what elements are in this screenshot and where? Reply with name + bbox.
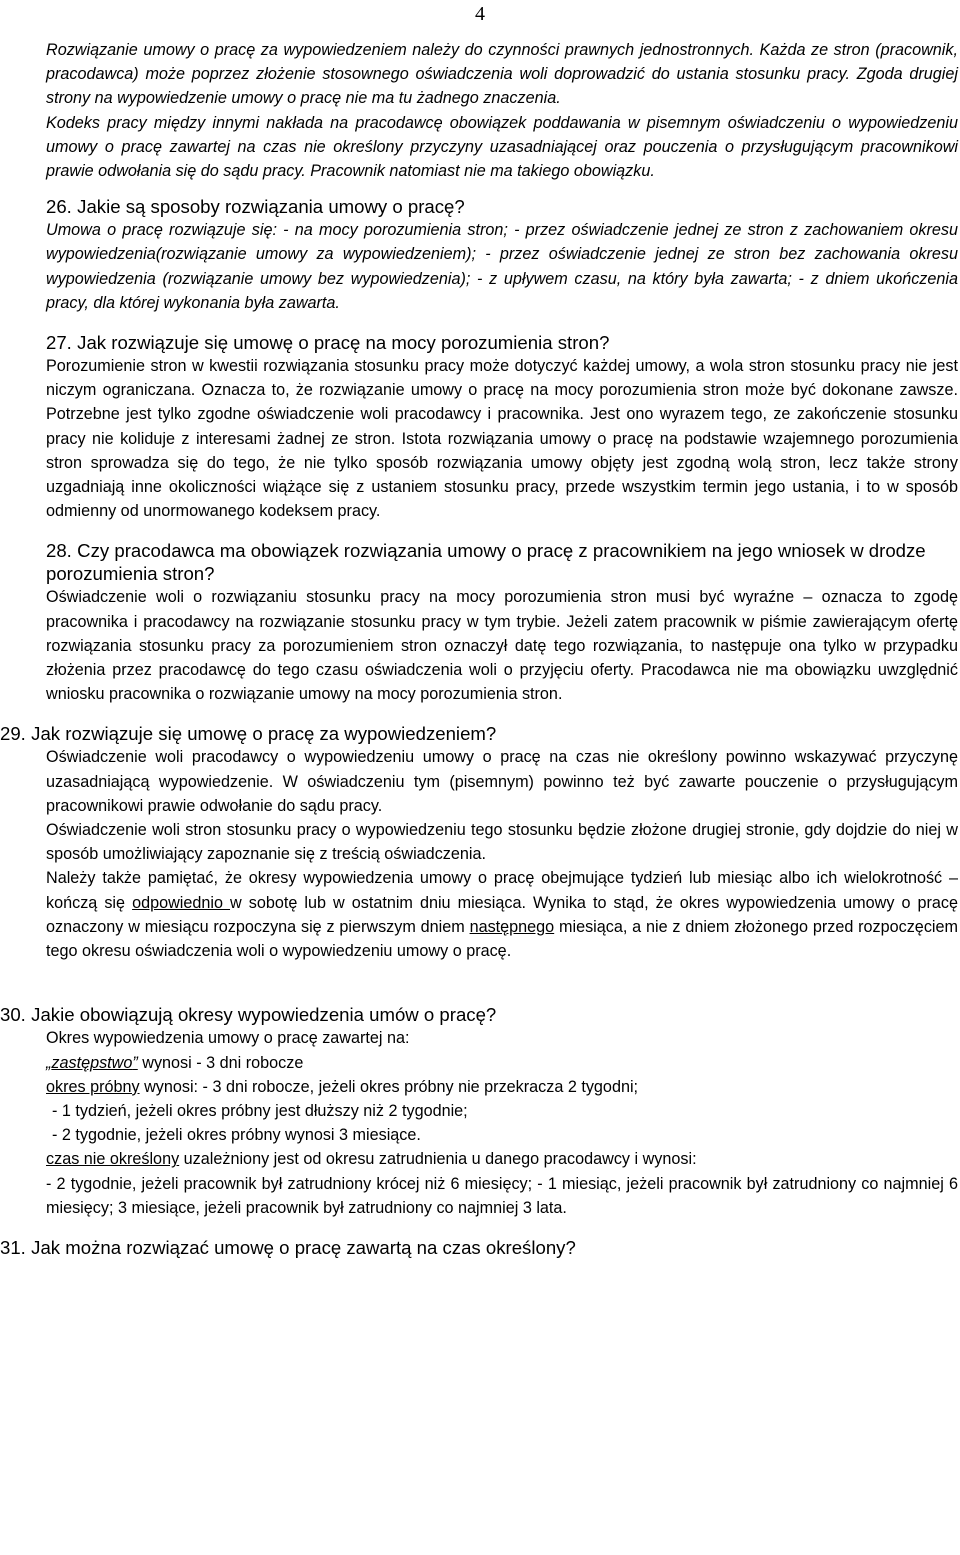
question-text: Jak można rozwiązać umowę o pracę zawartą na czas określony? <box>31 1236 576 1258</box>
term-rest: uzależniony jest od okresu zatrudnienia u danego pracodawcy i wynosi: <box>179 1150 697 1169</box>
question-number: 26. <box>46 196 72 218</box>
question-26 <box>46 195 958 218</box>
document-body <box>0 38 959 1259</box>
question-28 <box>46 539 958 585</box>
notice-periods-intro: Okres wypowiedzenia umowy o pracę zawartej na: <box>46 1029 410 1048</box>
underlined-term: następnego <box>469 917 555 936</box>
question-number: 31. <box>0 1236 26 1258</box>
notice-probny-line-3: - 2 tygodnie, jeżeli okres próbny wynosi 3 miesiące. <box>52 1126 421 1145</box>
answer-26: Umowa o pracę rozwiązuje się: - na mocy porozumienia stron; - przez oświadczenie jednej ze stron z zachowaniem okresu wypowiedzenia(rozwiązanie umowy za wypowiedzeniem); - przez oświadczenie jednej ze stron bez zachowania okresu wypowiedzenia (rozwiązanie umowy bez wypowiedzenia); - z upływem czasu, na który była zawarta; - z dniem ukończenia pracy, dla której wykonania była zawarta. <box>46 221 958 312</box>
answer-29-part-2: Oświadczenie woli stron stosunku pracy o wypowiedzeniu tego stosunku będzie złożone drugiej stronie, gdy dojdzie do niej w sposób umożliwiający zapoznanie się z treścią oświadczenia. <box>46 821 958 864</box>
quote-mark: „ <box>46 1053 52 1072</box>
question-27 <box>46 331 958 354</box>
intro-paragraph-2: Kodeks pracy między innymi nakłada na pracodawcę obowiązek poddawania w pisemnym oświadczeniu o wypowiedzeniu umowy o pracę zawartej na czas nie określony przyczyny uzasadniającej oraz pouczenia o przysługującym pracownikowi prawie odwołania się do sądu pracy. Pracownik natomiast nie ma takiego obowiązku. <box>46 113 958 181</box>
notice-zastepstwo <box>46 1051 958 1075</box>
term-rest: wynosi: - 3 dni robocze, jeżeli okres próbny nie przekracza 2 tygodni; <box>139 1077 639 1096</box>
underlined-term: okres próbny <box>46 1077 140 1096</box>
answer-text: Należy także pamiętać, że okresy wypowiedzenia umowy o pracę obejmujące tydzień lub miesiąc albo ich wielokrotność – kończą się <box>46 869 958 912</box>
notice-nieokreslony-detail: - 2 tygodnie, jeżeli pracownik był zatrudniony krócej niż 6 miesięcy; - 1 miesiąc, jeżeli pracownik był zatrudniony co najmniej 6 miesięcy; 3 miesiące, jeżeli pracownik był zatrudniony co najmniej 3 lata. <box>46 1174 958 1217</box>
answer-27: Porozumienie stron w kwestii rozwiązania stosunku pracy może dotyczyć każdej umowy, a wola stron stosunku pracy nie jest niczym ograniczana. Oznacza to, że rozwiązanie umowy o pracę na mocy porozumienia stron może być dokonane zawsze. Potrzebne jest tylko zgodne oświadczenie woli pracodawcy i pracownika. Jest ono wyrazem tego, ze zakończenie stosunku pracy nie koliduje z interesami żadnej ze stron. Istota rozwiązania umowy o pracę na podstawie wzajemnego porozumienia stron sprowadza się do tego, że nie tylko sposób rozwiązania umowy objęty jest zgodną wolą stron, lecz także strony uzgadniają inne okoliczności wiążące się z ustaniem stosunku pracy, przede wszystkim termin jego ustania, i to w sposób odmienny od unormowanego kodeksem pracy. <box>46 357 958 521</box>
question-text: Jak rozwiązuje się umowę o pracę na mocy porozumienia stron? <box>77 332 610 354</box>
answer-29-part-3 <box>46 866 958 963</box>
quote-mark: ” <box>132 1053 138 1072</box>
underlined-term <box>46 1054 138 1072</box>
term-label: zastępstwo <box>51 1053 133 1072</box>
page-number: 4 <box>475 3 485 25</box>
question-number: 29. <box>0 723 26 745</box>
answer-28: Oświadczenie woli o rozwiązaniu stosunku pracy na mocy porozumienia stron musi być wyraźne – oznacza to zgodę pracownika i pracodawcy na rozwiązanie stosunku pracy w tym trybie. Jeżeli zatem pracownik w piśmie zawierającym ofertę rozwiązania stosunku pracy za porozumieniem stron oznaczył datę tego rozwiązania, to następuje ona tylko w przypadku złożenia przez pracodawcę do tego czasu oświadczenia woli o przyjęciu oferty. Pracodawca nie ma obowiązku uwzględnić wniosku pracownika o rozwiązanie umowy na mocy porozumienia stron. <box>46 588 958 704</box>
question-text: Jakie obowiązują okresy wypowiedzenia umów o pracę? <box>31 1004 497 1026</box>
notice-probny-line-2: - 1 tydzień, jeżeli okres próbny jest dłuższy niż 2 tygodnie; <box>52 1101 468 1120</box>
question-30 <box>0 1003 958 1026</box>
answer-29-part-1: Oświadczenie woli pracodawcy o wypowiedzeniu umowy o pracę na czas nie określony powinno wskazywać przyczynę uzasadniającą wypowiedzenie. W oświadczeniu tym (pisemnym) powinno też być zawarte pouczenie o przysługującym pracownikowi prawie odwołanie do sądu pracy. <box>46 748 958 815</box>
notice-okres-probny <box>46 1075 958 1099</box>
question-text: Jak rozwiązuje się umowę o pracę za wypowiedzeniem? <box>31 723 497 745</box>
answer-text: w sobotę lub w ostatnim dniu miesiąca. Wynika to stąd, że okres wypowiedzenia umowy o pracę oznaczony w miesiącu rozpoczyna się z pierwszym dniem <box>46 893 959 936</box>
question-number: 30. <box>0 1004 26 1026</box>
question-number: 28. <box>46 540 72 562</box>
answer-text: miesiąca, a nie z dniem złożonego przed rozpoczęciem tego okresu oświadczenia woli o wypowiedzeniu umowy o pracę. <box>46 917 958 961</box>
question-29 <box>0 722 958 745</box>
question-31 <box>0 1236 958 1259</box>
term-rest: wynosi - 3 dni robocze <box>137 1053 304 1072</box>
underlined-term: czas nie określony <box>46 1150 180 1169</box>
intro-paragraph-1: Rozwiązanie umowy o pracę za wypowiedzeniem należy do czynności prawnych jednostronnych. Każda ze stron (pracownik, pracodawca) może poprzez złożenie stosownego oświadczenia woli doprowadzić do ustania stosunku pracy. Zgoda drugiej strony na wypowiedzenie umowy o pracę nie ma tu żadnego znaczenia. <box>46 41 958 108</box>
question-text: Czy pracodawca ma obowiązek rozwiązania umowy o pracę z pracownikiem na jego wniosek w drodze porozumienia stron? <box>46 540 926 585</box>
question-number: 27. <box>46 332 72 354</box>
notice-czas-nieokreslony <box>46 1147 958 1171</box>
question-text: Jakie są sposoby rozwiązania umowy o pracę? <box>77 196 465 218</box>
underlined-term: odpowiednio <box>132 893 231 912</box>
